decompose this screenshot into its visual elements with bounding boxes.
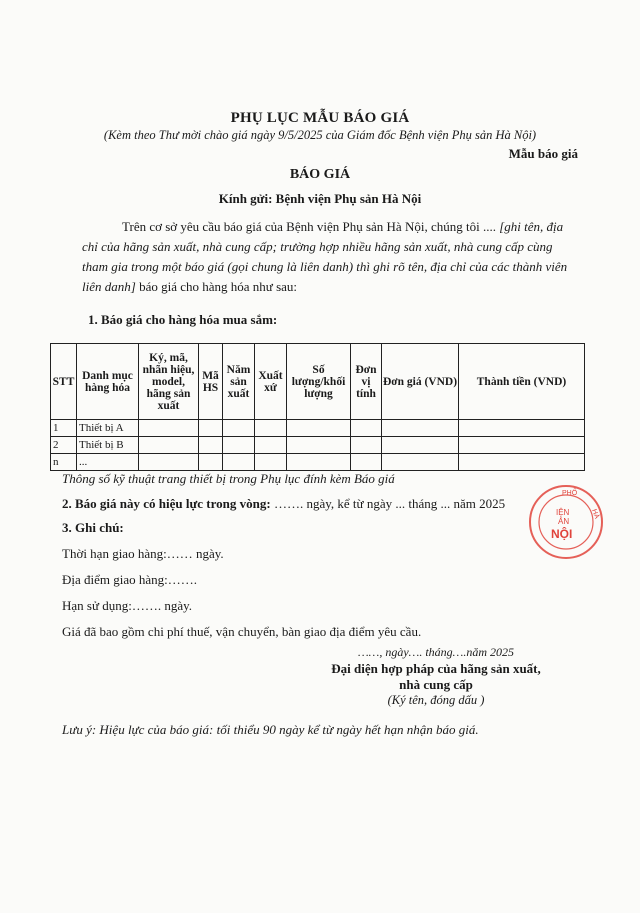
signature-hint: (Ký tên, đóng dấu ) — [387, 693, 485, 707]
intro-tail: báo giá cho hàng hóa như sau: — [135, 279, 298, 294]
note-delivery-place: Địa điểm giao hàng:……. — [62, 572, 198, 587]
table-row — [51, 437, 585, 454]
col-header: Xuất xứ — [255, 344, 287, 420]
company-seal-stamp — [526, 482, 606, 562]
row-stt: 1 — [51, 420, 77, 437]
section-1-heading: 1. Báo giá cho hàng hóa mua sắm: — [88, 312, 278, 327]
document-subtitle: (Kèm theo Thư mời chào giá ngày 9/5/2025 của Giám đốc Bệnh viện Phụ sản Hà Nội) — [103, 128, 537, 142]
section-2-line — [62, 496, 505, 512]
signature-rep-line1: Đại diện hợp pháp của hãng sản xuất, — [331, 661, 541, 676]
recipient-line: Kính gửi: Bệnh viện Phụ sản Hà Nội — [218, 191, 422, 206]
row-stt: n — [51, 454, 77, 471]
signature-rep-line2: nhà cung cấp — [399, 677, 473, 692]
table-row — [51, 454, 585, 471]
table-note: Thông số kỹ thuật trang thiết bị trong Phụ lục đính kèm Báo giá — [62, 471, 395, 486]
intro-paragraph — [82, 217, 578, 297]
stamp-mid-text: IỆN — [556, 508, 570, 517]
quote-heading: BÁO GIÁ — [289, 167, 351, 182]
col-header: Năm sản xuất — [223, 344, 255, 420]
form-label: Mẫu báo giá — [508, 146, 578, 161]
table-header-row — [51, 344, 585, 420]
col-header: Đơn giá (VND) — [382, 344, 459, 420]
note-price-includes: Giá đã bao gồm chi phí thuế, vận chuyển, bàn giao địa điểm yêu cầu. — [62, 624, 422, 639]
col-header: Thành tiền (VND) — [459, 344, 585, 420]
section-2-rest: ……. ngày, kể từ ngày ... tháng ... năm 2025 — [270, 496, 506, 511]
note-expiry: Hạn sử dụng:……. ngày. — [62, 598, 193, 613]
row-item: Thiết bị A — [77, 420, 139, 437]
stamp-center-text: NỘI — [551, 527, 573, 541]
section-3-heading: 3. Ghi chú: — [62, 520, 124, 535]
stamp-right-text: HÀ — [590, 508, 601, 520]
row-item: ... — [77, 454, 139, 471]
note-delivery-time: Thời hạn giao hàng:…… ngày. — [62, 546, 224, 561]
signature-date: ……, ngày…. tháng….năm 2025 — [357, 645, 514, 659]
col-header: STT — [51, 344, 77, 420]
section-2-label: 2. Báo giá này có hiệu lực trong vòng: — [62, 496, 271, 511]
col-header: Mã HS — [199, 344, 223, 420]
row-item: Thiết bị B — [77, 437, 139, 454]
document-title: PHỤ LỤC MẪU BÁO GIÁ — [230, 110, 410, 126]
intro-lead: Trên cơ sở yêu cầu báo giá của Bệnh viện Phụ sản Hà Nội, chúng tôi .... — [122, 219, 500, 234]
table-row — [51, 420, 585, 437]
row-stt: 2 — [51, 437, 77, 454]
stamp-top-text: PHỐ — [562, 490, 578, 497]
stamp-mid-text-2: ẢN — [558, 517, 570, 526]
quote-table — [50, 343, 585, 471]
col-header: Ký, mã, nhãn hiệu, model, hãng sản xuất — [139, 344, 199, 420]
col-header: Danh mục hàng hóa — [77, 344, 139, 420]
intro-italic: [ghi tên, địa chỉ của hãng sản xuất, nhà cung cấp; trường hợp nhiều hãng sản xuất, nhà cung cấp cùng tham gia trong một báo giá (gọi chung là liên danh) thì ghi rõ tên, địa chỉ của các thành viên liên danh] — [82, 219, 568, 294]
col-header: Đơn vị tính — [351, 344, 382, 420]
col-header: Số lượng/khối lượng — [287, 344, 351, 420]
footnote: Lưu ý: Hiệu lực của báo giá: tối thiểu 90 ngày kể từ ngày hết hạn nhận báo giá. — [62, 722, 479, 737]
